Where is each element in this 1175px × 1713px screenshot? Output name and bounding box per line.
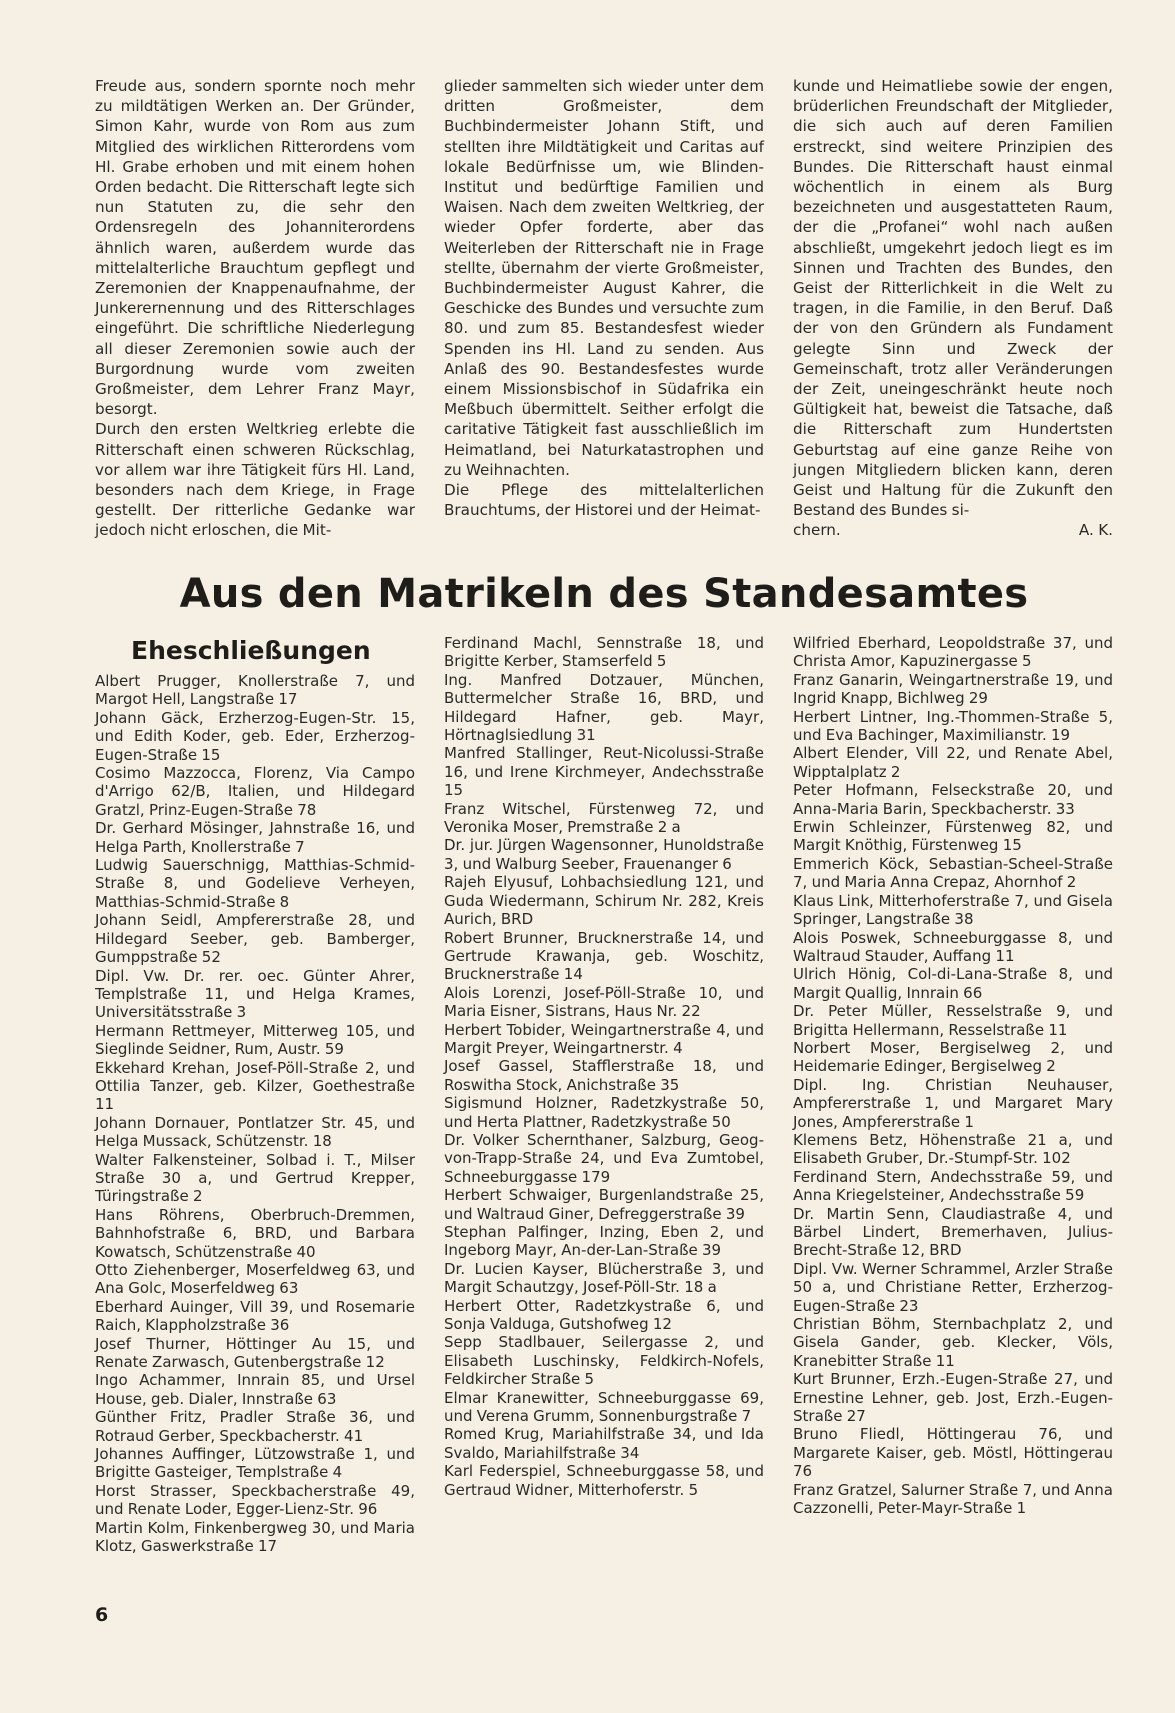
- article-paragraph: Durch den ersten Weltkrieg erlebte die Ritterschaft einen schweren Rückschlag, vor allem war ihre Tätigkeit fürs Hl. Land, besonders nach dem Kriege, in Frage gestellt. Der ritterliche Gedanke war jedoch nicht erloschen, die Mit-: [95, 420, 415, 540]
- marriage-entry: Herbert Tobider, Weingartnerstraße 4, und Margit Preyer, Weingartnerstr. 4: [444, 1020, 764, 1057]
- marriage-entry: Dr. Martin Senn, Claudiastraße 4, und Bärbel Lindert, Bremerhaven, Julius-Brecht-Straße 12, BRD: [793, 1204, 1113, 1260]
- marriage-entry: Ludwig Sauerschnigg, Matthias-Schmid-Straße 8, und Godelieve Verheyen, Matthias-Schmid-Straße 8: [95, 856, 415, 911]
- marriage-entry: Stephan Palfinger, Inzing, Eben 2, und Ingeborg Mayr, An-der-Lan-Straße 39: [444, 1223, 764, 1260]
- marriages-column-3: [793, 634, 1113, 1518]
- marriage-entry: Hermann Rettmeyer, Mitterweg 105, und Sieglinde Seidner, Rum, Austr. 59: [95, 1021, 415, 1059]
- marriage-entry: Elmar Kranewitter, Schneeburggasse 69, und Verena Grumm, Sonnenburgstraße 7: [444, 1388, 764, 1426]
- marriage-entry: Rajeh Elyusuf, Lohbachsiedlung 121, und Guda Wiedermann, Schirum Nr. 282, Kreis Aurich, BRD: [444, 873, 764, 929]
- marriage-entry: Wilfried Eberhard, Leopoldstraße 37, und Christa Amor, Kapuzinergasse 5: [793, 634, 1113, 671]
- marriage-entry: Johann Seidl, Ampfererstraße 28, und Hildegard Seeber, geb. Bamberger, Gumppstraße 52: [95, 911, 415, 967]
- marriage-entry: Dr. Volker Schernthaner, Salzburg, Geog-von-Trapp-Straße 24, und Eva Zumtobel, Schneeburggasse 179: [444, 1130, 764, 1186]
- marriage-entry: Günther Fritz, Pradler Straße 36, und Rotraud Gerber, Speckbacherstr. 41: [95, 1408, 415, 1445]
- marriage-entry: Johann Gäck, Erzherzog-Eugen-Str. 15, und Edith Koder, geb. Eder, Erzherzog-Eugen-Straße 15: [95, 708, 415, 764]
- article-paragraph: kunde und Heimatliebe sowie der engen, brüderlichen Freundschaft der Mitglieder, die sich auch auf deren Familien erstreckt, sind weitere Prinzipien des Bundes. Die Ritterschaft haust einmal wöchentlich in einem als Burg bezeichneten und ausgestatteten Raum, der die „Profanei“ wohl nach außen abschließt, umgekehrt jedoch liegt es im Sinnen und Trachten des Bundes, den Geist der Ritterlichkeit in die Welt zu tragen, in die Familie, in den Beruf. Daß der von den Gründern als Fundament gelegte Sinn und Zweck der Gemeinschaft, trotz aller Veränderungen der Zeit, uneingeschränkt heute noch Gültigkeit hat, beweist die Tatsache, daß die Ritterschaft zum Hundertsten Geburtstag auf eine ganze Reihe von jungen Mitgliedern blicken kann, deren Geist und Haltung für die Zukunft den Bestand des Bundes si-: [793, 77, 1113, 520]
- marriage-entry: Herbert Schwaiger, Burgenlandstraße 25, und Waltraud Giner, Defreggerstraße 39: [444, 1186, 764, 1223]
- marriage-entry: Ulrich Hönig, Col-di-Lana-Straße 8, und Margit Quallig, Innrain 66: [793, 965, 1113, 1002]
- marriage-entry: Albert Prugger, Knollerstraße 7, und Margot Hell, Langstraße 17: [95, 672, 415, 709]
- marriage-entry: Herbert Otter, Radetzkystraße 6, und Sonja Valduga, Gutshofweg 12: [444, 1296, 764, 1334]
- marriage-entry: Norbert Moser, Bergiselweg 2, und Heidemarie Edinger, Bergiselweg 2: [793, 1038, 1113, 1076]
- marriage-entry: Kurt Brunner, Erzh.-Eugen-Straße 27, und Ernestine Lehner, geb. Jost, Erzh.-Eugen-Straße 27: [793, 1370, 1113, 1426]
- marriage-entry: Albert Elender, Vill 22, und Renate Abel, Wipptalplatz 2: [793, 744, 1113, 781]
- marriage-entry: Cosimo Mazzocca, Florenz, Via Campo d'Arrigo 62/B, Italien, und Hildegard Gratzl, Prinz-Eugen-Straße 78: [95, 764, 415, 819]
- article-closing-word: chern.: [793, 521, 841, 540]
- marriage-entry: Eberhard Auinger, Vill 39, und Rosemarie Raich, Klappholzstraße 36: [95, 1297, 415, 1335]
- marriage-entry: Christian Böhm, Sternbachplatz 2, und Gisela Gander, geb. Klecker, Völs, Kranebitter Straße 11: [793, 1315, 1113, 1370]
- page-number: 6: [95, 1604, 109, 1626]
- marriage-entry: Franz Witschel, Fürstenweg 72, und Veronika Moser, Premstraße 2 a: [444, 799, 764, 837]
- page-headline: Aus den Matrikeln des Standesamtes: [179, 571, 1029, 617]
- marriage-entry: Peter Hofmann, Felseckstraße 20, und Anna-Maria Barin, Speckbacherstr. 33: [793, 781, 1113, 818]
- article-column-3: [793, 76, 1113, 541]
- marriage-entry: Klaus Link, Mitterhoferstraße 7, und Gisela Springer, Langstraße 38: [793, 891, 1113, 929]
- marriage-entry: Martin Kolm, Finkenbergweg 30, und Maria Klotz, Gaswerkstraße 17: [95, 1518, 415, 1556]
- section-title: Eheschließungen: [131, 636, 371, 665]
- marriage-entry: Johann Dornauer, Pontlatzer Str. 45, und Helga Mussack, Schützenstr. 18: [95, 1113, 415, 1151]
- marriage-entry: Emmerich Köck, Sebastian-Scheel-Straße 7, und Maria Anna Crepaz, Ahornhof 2: [793, 854, 1113, 892]
- marriage-entry: Robert Brunner, Brucknerstraße 14, und Gertrude Krawanja, geb. Woschitz, Brucknerstraße 14: [444, 928, 764, 984]
- marriage-entry: Alois Poswek, Schneeburggasse 8, und Waltraud Stauder, Auffang 11: [793, 928, 1113, 965]
- marriages-column-1: [95, 634, 415, 1556]
- article-paragraph: glieder sammelten sich wieder unter dem dritten Großmeister, dem Buchbindermeister Johann Stift, und stellten ihre Mildtätigkeit und Caritas auf lokale Bedürfnisse um, wie Blinden-Institut und bedürftige Familien und Waisen. Nach dem zweiten Weltkrieg, der wieder Opfer forderte, aber das Weiterleben der Ritterschaft nie in Frage stellte, übernahm der vierte Großmeister, Buchbindermeister August Kahrer, die Geschicke des Bundes und versuchte zum 80. und zum 85. Bestandesfest wieder Spenden ins Hl. Land zu senden. Aus Anlaß des 90. Bestandesfestes wurde einem Missionsbischof in Südafrika ein Meßbuch übermittelt. Seither erfolgt die caritative Tätigkeit fast ausschließlich im Heimatland, bei Naturkatastrophen und zu Weihnachten.: [444, 77, 764, 479]
- marriage-entry: Herbert Lintner, Ing.-Thommen-Straße 5, und Eva Bachinger, Maximilianstr. 19: [793, 707, 1113, 745]
- marriage-entry: Dr. Peter Müller, Resselstraße 9, und Brigitta Hellermann, Resselstraße 11: [793, 1002, 1113, 1039]
- marriage-entry: Dipl. Vw. Werner Schrammel, Arzler Straße 50 a, und Christiane Retter, Erzherzog-Eugen-Straße 23: [793, 1259, 1113, 1315]
- marriage-entry: Ferdinand Stern, Andechsstraße 59, und Anna Kriegelsteiner, Andechsstraße 59: [793, 1167, 1113, 1205]
- marriage-entry: Horst Strasser, Speckbacherstraße 49, und Renate Loder, Egger-Lienz-Str. 96: [95, 1481, 415, 1519]
- marriage-entry: Dr. Lucien Kayser, Blücherstraße 3, und Margit Schautzgy, Josef-Pöll-Str. 18 a: [444, 1259, 764, 1297]
- marriage-entry: Dr. jur. Jürgen Wagensonner, Hunoldstraße 3, und Walburg Seeber, Frauenanger 6: [444, 836, 764, 873]
- marriage-entry: Sepp Stadlbauer, Seilergasse 2, und Elisabeth Luschinsky, Feldkirch-Nofels, Feldkircher Straße 5: [444, 1333, 764, 1389]
- marriages-column-2: [444, 634, 764, 1499]
- marriage-entry: Erwin Schleinzer, Fürstenweg 82, und Margit Knöthig, Fürstenweg 15: [793, 818, 1113, 855]
- article-column-1: [95, 76, 415, 541]
- marriage-entry: Karl Federspiel, Schneeburggasse 58, und Gertraud Widner, Mitterhoferstr. 5: [444, 1462, 764, 1499]
- article-paragraph: Die Pflege des mittelalterlichen Brauchtums, der Historei und der Heimat-: [444, 481, 764, 520]
- article-column-2: [444, 76, 764, 520]
- marriage-entry: Josef Thurner, Höttinger Au 15, und Renate Zarwasch, Gutenbergstraße 12: [95, 1334, 415, 1372]
- marriage-entry: Sigismund Holzner, Radetzkystraße 50, und Herta Plattner, Radetzkystraße 50: [444, 1094, 764, 1131]
- marriage-entry: Romed Krug, Mariahilfstraße 34, und Ida Svaldo, Mariahilfstraße 34: [444, 1425, 764, 1462]
- marriage-entry: Franz Gratzel, Salurner Straße 7, und Anna Cazzonelli, Peter-Mayr-Straße 1: [793, 1480, 1113, 1518]
- author-signature: A. K.: [1078, 521, 1113, 540]
- marriage-entry: Franz Ganarin, Weingartnerstraße 19, und Ingrid Knapp, Bichlweg 29: [793, 670, 1113, 708]
- marriage-entry: Ingo Achammer, Innrain 85, und Ursel House, geb. Dialer, Innstraße 63: [95, 1371, 415, 1408]
- marriage-entry: Ferdinand Machl, Sennstraße 18, und Brigitte Kerber, Stamserfeld 5: [444, 634, 764, 671]
- marriage-entry: Hans Röhrens, Oberbruch-Dremmen, Bahnhofstraße 6, BRD, und Barbara Kowatsch, Schützenstraße 40: [95, 1205, 415, 1261]
- marriage-entry: Bruno Fliedl, Höttingerau 76, und Margarete Kaiser, geb. Möstl, Höttingerau 76: [793, 1425, 1113, 1481]
- marriage-entry: Dipl. Vw. Dr. rer. oec. Günter Ahrer, Templstraße 11, und Helga Krames, Universitätsstraße 3: [95, 966, 415, 1022]
- marriage-entry: Ing. Manfred Dotzauer, München, Buttermelcher Straße 16, BRD, und Hildegard Hafner, geb. Mayr, Hörtnaglsiedlung 31: [444, 670, 764, 745]
- article-paragraph: Freude aus, sondern spornte noch mehr zu mildtätigen Werken an. Der Gründer, Simon Kahr, wurde von Rom aus zum Mitglied des wirklichen Ritterordens vom Hl. Grabe erhoben und mit einem hohen Orden bedacht. Die Ritterschaft legte sich nun Statuten zu, die sehr den Ordensregeln des Johanniterordens ähnlich waren, außerdem wurde das mittelalterliche Brauchtum gepflegt und Zeremonien der Knappenaufnahme, der Junkerernennung und des Ritterschlages eingeführt. Die schriftliche Niederlegung all dieser Zeremonien sowie auch der Burgordnung wurde vom zweiten Großmeister, dem Lehrer Franz Mayr, besorgt.: [95, 77, 415, 419]
- marriage-entry: Walter Falkensteiner, Solbad i. T., Milser Straße 30 a, und Gertrud Krepper, Türingstraße 2: [95, 1150, 415, 1206]
- marriage-entry: Dr. Gerhard Mösinger, Jahnstraße 16, und Helga Parth, Knollerstraße 7: [95, 819, 415, 856]
- marriage-entry: Alois Lorenzi, Josef-Pöll-Straße 10, und Maria Eisner, Sistrans, Haus Nr. 22: [444, 983, 764, 1021]
- marriage-entry: Dipl. Ing. Christian Neuhauser, Ampfererstraße 1, und Margaret Mary Jones, Ampfererstraße 1: [793, 1075, 1113, 1131]
- marriage-entry: Johannes Auffinger, Lützowstraße 1, und Brigitte Gasteiger, Templstraße 4: [95, 1445, 415, 1482]
- article-closing-line: [793, 520, 1113, 540]
- marriage-entry: Manfred Stallinger, Reut-Nicolussi-Straße 16, und Irene Kirchmeyer, Andechsstraße 15: [444, 744, 764, 800]
- marriage-entry: Klemens Betz, Höhenstraße 21 a, und Elisabeth Gruber, Dr.-Stumpf-Str. 102: [793, 1130, 1113, 1168]
- marriage-entry: Ekkehard Krehan, Josef-Pöll-Straße 2, und Ottilia Tanzer, geb. Kilzer, Goethestraße 11: [95, 1058, 415, 1114]
- marriage-entry: Josef Gassel, Stafflerstraße 18, und Roswitha Stock, Anichstraße 35: [444, 1057, 764, 1094]
- marriage-entry: Otto Ziehenberger, Moserfeldweg 63, und Ana Golc, Moserfeldweg 63: [95, 1261, 415, 1298]
